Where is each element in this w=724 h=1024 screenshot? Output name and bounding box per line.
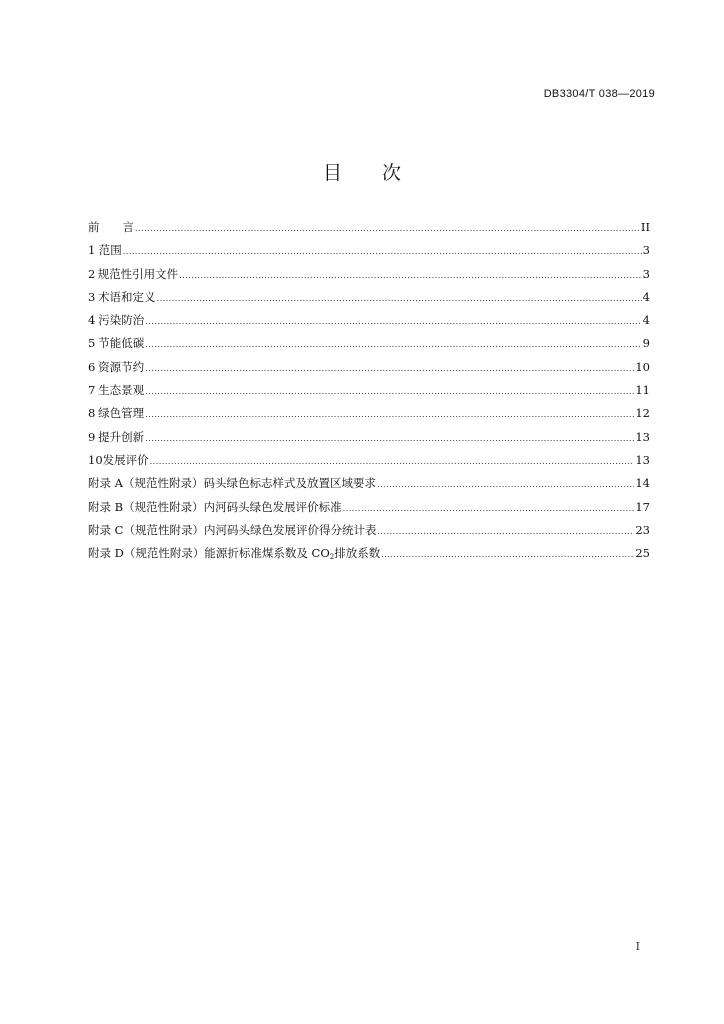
toc-appendix-tag: 附录 B（规范性附录） (88, 499, 204, 514)
toc-entry-label (204, 545, 380, 561)
toc-entry-page: 12 (635, 406, 650, 421)
toc-entry-2[interactable] (88, 266, 650, 289)
toc-label-part: 能源折标准煤系数及 CO (204, 546, 330, 561)
toc-entry-page: 11 (635, 383, 650, 398)
toc-leader-dots (145, 410, 634, 419)
toc-entry-appendix-d[interactable] (88, 545, 650, 568)
toc-leader-dots (145, 340, 641, 349)
toc-entry-label: 范围 (98, 243, 122, 258)
toc-entry-appendix-c[interactable] (88, 522, 650, 545)
toc-entry-number: 4 (88, 313, 96, 328)
toc-entry-page: II (640, 220, 650, 234)
toc-entry-label: 提升创新 (98, 429, 145, 444)
toc-leader-dots (123, 247, 642, 256)
toc-label-part: 排放系数 (334, 546, 381, 561)
toc-entry-label: 节能低碳 (98, 336, 145, 351)
toc-leader-dots (157, 294, 642, 303)
toc-entry-label: 前 言 (88, 220, 134, 234)
toc-entry-1[interactable] (88, 242, 650, 265)
toc-entry-label: 发展评价 (102, 452, 149, 467)
toc-entry-page: 3 (642, 266, 650, 281)
toc-leader-dots (381, 550, 634, 559)
toc-entry-label: 内河码头绿色发展评价标准 (203, 499, 342, 514)
toc-entry-label: 资源节约 (98, 359, 145, 374)
document-code: DB3304/T 038—2019 (543, 88, 655, 100)
toc-leader-dots (135, 224, 640, 233)
toc-entry-page: 9 (642, 336, 650, 351)
toc-entry-label: 污染防治 (98, 313, 145, 328)
page-title (0, 158, 724, 185)
toc-appendix-tag: 附录 D（规范性附录） (88, 546, 205, 561)
toc-appendix-tag: 附录 C（规范性附录） (88, 522, 204, 537)
toc-entry-appendix-b[interactable] (88, 499, 650, 522)
toc-leader-dots (145, 434, 634, 443)
toc-entry-page: 25 (635, 546, 650, 561)
toc-leader-dots (377, 527, 634, 536)
toc-entry-number: 9 (88, 429, 96, 444)
toc-leader-dots (377, 480, 634, 489)
toc-leader-dots (179, 271, 642, 280)
toc-entry-7[interactable] (88, 382, 650, 405)
toc-entry-4[interactable] (88, 312, 650, 335)
toc-entry-page: 3 (642, 243, 650, 258)
toc-entry-page: 4 (642, 313, 650, 328)
page-number: I (635, 940, 640, 953)
toc-leader-dots (145, 387, 634, 396)
toc-entry-8[interactable] (88, 405, 650, 428)
toc-entry-number: 3 (88, 289, 96, 304)
table-of-contents (88, 219, 650, 568)
toc-entry-page: 4 (642, 289, 650, 304)
toc-entry-number: 6 (88, 359, 96, 374)
toc-leader-dots (343, 504, 635, 513)
toc-entry-page: 17 (635, 499, 650, 514)
toc-label-subscript: 2 (329, 553, 335, 562)
toc-appendix-tag: 附录 A（规范性附录） (88, 476, 204, 491)
toc-entry-page: 23 (635, 522, 650, 537)
toc-entry-number: 2 (88, 266, 96, 281)
toc-entry-number: 8 (88, 406, 96, 421)
toc-entry-number: 10 (88, 452, 103, 467)
toc-entry-label: 规范性引用文件 (97, 266, 179, 281)
toc-entry-page: 14 (635, 476, 650, 491)
toc-entry-10[interactable] (88, 452, 650, 475)
toc-entry-label: 内河码头绿色发展评价得分统计表 (203, 522, 377, 537)
toc-leader-dots (145, 317, 641, 326)
toc-entry-appendix-a[interactable] (88, 475, 650, 498)
toc-entry-page: 10 (635, 359, 650, 374)
toc-entry-9[interactable] (88, 429, 650, 452)
toc-entry-label: 码头绿色标志样式及放置区域要求 (203, 476, 376, 491)
toc-entry-5[interactable] (88, 335, 650, 358)
toc-entry-number: 7 (88, 383, 96, 398)
toc-entry-label: 生态景观 (98, 383, 145, 398)
toc-entry-foreword[interactable] (88, 219, 650, 242)
toc-entry-3[interactable] (88, 289, 650, 312)
toc-entry-number: 5 (88, 336, 96, 351)
title-char-2: 次 (382, 162, 402, 184)
toc-leader-dots (150, 457, 635, 466)
title-char-1: 目 (322, 162, 342, 184)
toc-entry-number: 1 (88, 243, 96, 258)
toc-entry-label: 绿色管理 (98, 406, 145, 421)
toc-entry-page: 13 (635, 429, 650, 444)
toc-entry-6[interactable] (88, 359, 650, 382)
toc-entry-label: 术语和定义 (98, 289, 156, 304)
toc-leader-dots (145, 364, 634, 373)
toc-entry-page: 13 (635, 452, 650, 467)
